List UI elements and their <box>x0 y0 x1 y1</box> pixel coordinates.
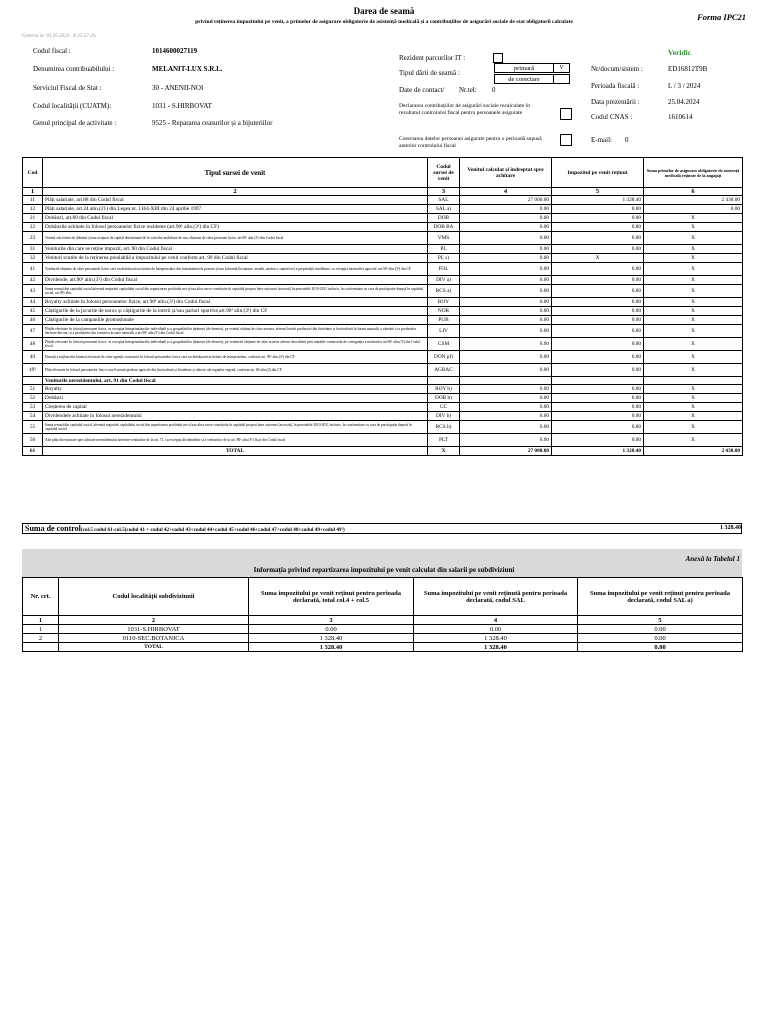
table-row <box>23 377 743 385</box>
row-type-cell: Plățile efectuate în folosul persoanei fizice, cu excepția întreprinzătorilor individuali și a gospodăriilor țărănești (de fermier), pe veniturile obținute de către aceasta aferent dezvoltării prin unitățile comerciale de consignație a mărfurilor art.90¹ alin.(3¹) din Codul fiscal <box>43 338 428 351</box>
sub-total-c5: 0.00 <box>578 643 743 652</box>
row-premium-cell: X <box>644 394 743 403</box>
table-row <box>23 634 743 643</box>
control-sum-formula: (col.5 codul 61-col.5(codul 41 + codul 42+codul 43+codul 44+codul 45+codul 46+codul 47+codul 48+codul 49+codul 49¹) <box>80 527 345 533</box>
total-source-cell: X <box>428 447 460 456</box>
row-premium-cell: X <box>644 307 743 316</box>
row-tax-cell <box>552 377 644 385</box>
generated-timestamp: Generat la: 01.05.2024 - 8:25:57 dis <box>22 34 97 39</box>
table-row <box>23 254 743 263</box>
col-header-type: Tipul sursei de venit <box>43 158 428 188</box>
row-income-cell: 0.00 <box>460 394 552 403</box>
email-label: E-mail: <box>591 136 612 144</box>
sub-col-number: 3 <box>249 616 414 625</box>
col-number: 3 <box>428 188 460 196</box>
row-code-cell: 23 <box>23 232 43 245</box>
table-row <box>23 364 743 377</box>
row-code-cell: 12 <box>23 205 43 214</box>
row-code-cell: 22 <box>23 223 43 232</box>
sub-nr-cell: 1 <box>23 625 59 634</box>
row-code-cell: 51 <box>23 385 43 394</box>
row-income-cell: 0.00 <box>460 214 552 223</box>
row-tax-cell: 0.00 <box>552 307 644 316</box>
income-sources-table <box>22 157 743 456</box>
row-income-cell: 0.00 <box>460 421 552 434</box>
row-income-cell: 27 000.00 <box>460 196 552 205</box>
document-title: Darea de seamă <box>353 6 415 16</box>
row-source-code-cell: PL s) <box>428 254 460 263</box>
table-row <box>23 625 743 634</box>
row-type-cell: Venituri scutite de la reținerea prealabilă a impozitului pe venit conform art. 90 din Codul fiscal <box>43 254 428 263</box>
sub-total-c3: 1 328.40 <box>249 643 414 652</box>
table-row <box>23 298 743 307</box>
table-row <box>23 385 743 394</box>
cnas-code-value: 1610614 <box>668 113 693 121</box>
row-source-code-cell: CC <box>428 403 460 412</box>
row-source-code-cell: LIV <box>428 325 460 338</box>
row-type-cell: Royalty <box>43 385 428 394</box>
row-tax-cell: 0.00 <box>552 364 644 377</box>
row-tax-cell: 0.00 <box>552 412 644 421</box>
row-type-cell: Alte plăți direcționate spre achitare nerezidentului aferente veniturilor de la art. 71, cu excepția dividendelor și a veniturilor de la art. 88¹ alin.(3¹) lit.a) din Codul fiscal <box>43 434 428 447</box>
control-sum-line <box>25 524 345 533</box>
row-type-cell: Dividendele achitate în folosul nerezidentului <box>43 412 428 421</box>
row-tax-cell: 0.00 <box>552 245 644 254</box>
sfs-value: 30 - ANENII-NOI <box>152 84 204 92</box>
row-income-cell: 0.00 <box>460 285 552 298</box>
row-income-cell: 0.00 <box>460 298 552 307</box>
row-type-cell: Plăți salariale, art.24 alin.(21) din Legea nr. 1164-XIII din 24 aprilie 1997 <box>43 205 428 214</box>
row-source-code-cell: CSM <box>428 338 460 351</box>
correction-text: Corectarea datelor persoanei asigurate pentru o perioadă supusă anterior controlului fiscal <box>399 136 542 149</box>
cuatm-value: 1031 - S.HIRBOVAT <box>152 102 212 110</box>
doc-number-label: Nr/docum/sistem : <box>591 65 643 73</box>
col-number: 5 <box>552 188 644 196</box>
correction-checkbox[interactable] <box>560 134 572 146</box>
row-code-cell: 54 <box>23 412 43 421</box>
table-row <box>23 245 743 254</box>
sub-sal-cell: 0.00 <box>414 625 578 634</box>
row-premium-cell <box>644 377 743 385</box>
col-header-income: Venitul calculat și îndreptat spre achitare <box>460 158 552 188</box>
sub-header-sal: Suma impozitului pe venit reținută pentru perioada declarată, codul SAL <box>414 578 578 616</box>
row-tax-cell: 0.00 <box>552 394 644 403</box>
sub-header-sal-a: Suma impozitului pe venit reținut pentru perioada declarată, codul SAL a) <box>578 578 743 616</box>
row-source-code-cell: DOB BA <box>428 223 460 232</box>
email-value: 0 <box>625 136 629 144</box>
control-sum-value: 1 328.40 <box>720 525 741 531</box>
row-tax-cell: 0.00 <box>552 276 644 285</box>
sub-code-cell: 0110-SEC.BOTANICA <box>59 634 249 643</box>
row-source-code-cell: RCS b) <box>428 421 460 434</box>
col-number: 4 <box>460 188 552 196</box>
total-code-cell: 61 <box>23 447 43 456</box>
row-code-cell: 41 <box>23 263 43 276</box>
row-code-cell: 32 <box>23 254 43 263</box>
row-type-cell: Veniturile obținute de către persoanele fizice care nu desfășoară activitate de întreprinzător din transmiterea în posesie și/sau folosință (locațiune, arendă, uzufruct, superficie) a proprietății imobiliare, cu excepția terenurilor agricole, art.90¹ alin.(3¹) din CF <box>43 263 428 276</box>
row-source-code-cell: ROY <box>428 298 460 307</box>
row-income-cell: 0.00 <box>460 434 552 447</box>
row-code-cell: 31 <box>23 245 43 254</box>
row-tax-cell: 0.00 <box>552 351 644 364</box>
sub-total-cell: 1 328.40 <box>249 634 414 643</box>
row-type-cell: Câștigurile de la campaniile promoționale <box>43 316 428 325</box>
row-tax-cell: 1 328.40 <box>552 196 644 205</box>
total-label-cell: TOTAL <box>43 447 428 456</box>
table-row <box>23 205 743 214</box>
total-tax-cell: 1 328.40 <box>552 447 644 456</box>
table-row <box>23 214 743 223</box>
submission-date-label: Data prezentării : <box>591 98 640 106</box>
row-code-cell: 49 <box>23 351 43 364</box>
row-code-cell: 47 <box>23 325 43 338</box>
row-premium-cell: X <box>644 245 743 254</box>
sub-col-number: 1 <box>23 616 59 625</box>
row-income-cell: 0.00 <box>460 254 552 263</box>
row-code-cell: 55 <box>23 421 43 434</box>
taxpayer-name-label: Denumirea contribuabilului : <box>33 65 115 73</box>
row-type-cell: Creșterea de capital <box>43 403 428 412</box>
table-row <box>23 412 743 421</box>
row-tax-cell: 0.00 <box>552 298 644 307</box>
row-type-cell: Dividende, art.90¹ alin.(3¹) din Codul fiscal <box>43 276 428 285</box>
row-premium-cell: X <box>644 434 743 447</box>
sub-header-total: Suma impozitului pe venit reținut pentru perioada declarată, total col.4 + col.5 <box>249 578 414 616</box>
row-tax-cell: 0.00 <box>552 403 644 412</box>
sub-total-cell: 0.00 <box>249 625 414 634</box>
row-tax-cell: 0.00 <box>552 214 644 223</box>
row-type-cell: Dobânzi <box>43 394 428 403</box>
table-row <box>23 276 743 285</box>
annex-label: Anexă la Tabelul 1 <box>685 555 740 563</box>
taxpayer-name-value: MELANIT-LUX S.R.L. <box>152 65 223 73</box>
row-code-cell: 45 <box>23 307 43 316</box>
row-tax-cell: 0.00 <box>552 285 644 298</box>
row-type-cell: Veniturile din care se reține impozit, art. 90 din Codul fiscal <box>43 245 428 254</box>
activity-value: 9525 - Repararea ceasurilor și a bijuteriilor <box>152 119 273 127</box>
sub-nr-cell: 2 <box>23 634 59 643</box>
type-primary-cell: primară <box>494 63 554 73</box>
fiscal-period-label: Perioada fiscală : <box>591 82 640 90</box>
row-premium-cell: X <box>644 298 743 307</box>
row-source-code-cell: FOL <box>428 263 460 276</box>
row-income-cell: 0.00 <box>460 412 552 421</box>
submission-date-value: 25.04.2024 <box>668 98 700 106</box>
total-income-cell: 27 000.00 <box>460 447 552 456</box>
row-source-code-cell: DIV b) <box>428 412 460 421</box>
resident-it-label: Rezident parcurilor IT : <box>399 54 466 62</box>
row-code-cell: 43 <box>23 285 43 298</box>
table-row <box>23 196 743 205</box>
row-income-cell: 0.00 <box>460 263 552 276</box>
row-source-code-cell: DOB <box>428 214 460 223</box>
contact-label: Date de contact/ <box>399 86 445 94</box>
cnas-code-label: Codul CNAS : <box>591 113 633 121</box>
col-header-tax: Impozitul pe venit reținut <box>552 158 644 188</box>
row-type-cell: Veniturile nerezidentului, art. 91 din Codul fiscal <box>43 377 428 385</box>
sub-sal-a-cell: 0.00 <box>578 634 743 643</box>
row-source-code-cell: SAL <box>428 196 460 205</box>
row-type-cell: Venitul sub formă de dobânzi și/sau avujurie de capital determinată de la valorilor mobiliare de stat, obținute de către persoane fizice, art.90¹ alin.(3¹) din Codul fiscal <box>43 232 428 245</box>
col-number: 1 <box>23 188 43 196</box>
report-type-label: Tipul dării de seamă : <box>399 69 460 77</box>
row-tax-cell: 0.00 <box>552 205 644 214</box>
row-type-cell: Dobânzi, art.89 din Codul fiscal <box>43 214 428 223</box>
col-number: 2 <box>43 188 428 196</box>
sfs-label: Serviciul Fiscal de Stat : <box>33 84 102 92</box>
row-income-cell: 0.00 <box>460 316 552 325</box>
row-code-cell: 42 <box>23 276 43 285</box>
table-row <box>23 394 743 403</box>
row-income-cell: 0.00 <box>460 223 552 232</box>
table-row <box>23 325 743 338</box>
row-premium-cell: X <box>644 254 743 263</box>
row-code-cell: 11 <box>23 196 43 205</box>
row-source-code-cell: DOB b) <box>428 394 460 403</box>
row-source-code-cell: DON pf) <box>428 351 460 364</box>
row-income-cell: 0.00 <box>460 205 552 214</box>
sub-code-cell: 1031-S.HIRBOVAT <box>59 625 249 634</box>
form-label: Forma IPC21 <box>697 12 746 22</box>
row-premium-cell: X <box>644 421 743 434</box>
row-source-code-cell: VMS <box>428 232 460 245</box>
table-row <box>23 421 743 434</box>
row-tax-cell: 0.00 <box>552 385 644 394</box>
row-income-cell: 0.00 <box>460 351 552 364</box>
row-premium-cell: X <box>644 232 743 245</box>
resident-it-checkbox[interactable] <box>493 53 503 63</box>
subdivision-table <box>22 577 743 652</box>
table-row <box>23 338 743 351</box>
row-income-cell: 0.00 <box>460 325 552 338</box>
sub-col-number: 4 <box>414 616 578 625</box>
row-tax-cell: 0.00 <box>552 325 644 338</box>
sub-col-number: 2 <box>59 616 249 625</box>
type-correction-cell: de corectare <box>494 74 554 84</box>
row-code-cell: 48 <box>23 338 43 351</box>
row-tax-cell: 0.00 <box>552 223 644 232</box>
row-premium-cell: X <box>644 338 743 351</box>
row-income-cell: 0.00 <box>460 385 552 394</box>
declaration-recalc-text: Declararea contribuțiilor de asigurări sociale recalculate în rezultatul controlului fiscal pentru persoanele asigurate <box>399 103 531 116</box>
annex-title: Informația privind repartizarea impozitului pe venit calculat din salarii pe subdiviziuni <box>253 566 515 574</box>
row-source-code-cell: DIV a) <box>428 276 460 285</box>
row-source-code-cell: NOR <box>428 307 460 316</box>
row-premium-cell: X <box>644 364 743 377</box>
row-tax-cell: 0.00 <box>552 232 644 245</box>
row-source-code-cell: SAL a) <box>428 205 460 214</box>
row-type-cell: Dobânzile achitate în folosul persoanelor fizice rezidente (art.90¹ alin.(3¹) din CF) <box>43 223 428 232</box>
table-row <box>23 403 743 412</box>
row-income-cell: 0.00 <box>460 232 552 245</box>
row-code-cell: 49¹ <box>23 364 43 377</box>
row-type-cell: Plăți salariale, art.88 din Codul fiscal <box>43 196 428 205</box>
table-row <box>23 232 743 245</box>
row-premium-cell: X <box>644 351 743 364</box>
phone-label: Nr.tel: <box>459 86 477 94</box>
row-type-cell: Plăți efectuate în folosul persoanelor fizice care livrează produse agricole din horticultură și fitotehnie și obiecte ale regnului vegetal, conform art. 69 alin.(2) din CF <box>43 364 428 377</box>
doc-number-value: ED16812T9B <box>668 65 708 73</box>
row-tax-cell: 0.00 <box>552 421 644 434</box>
row-premium-cell: 0.00 <box>644 205 743 214</box>
row-income-cell: 0.00 <box>460 364 552 377</box>
row-source-code-cell <box>428 377 460 385</box>
phone-value: 0 <box>492 86 496 94</box>
row-premium-cell: X <box>644 403 743 412</box>
table-row <box>23 434 743 447</box>
row-premium-cell: X <box>644 325 743 338</box>
row-income-cell: 0.00 <box>460 307 552 316</box>
row-code-cell: 21 <box>23 214 43 223</box>
col-header-source-code: Codul sursei de venit <box>428 158 460 188</box>
row-premium-cell: X <box>644 385 743 394</box>
row-type-cell: Suma retrasă din capitalul social,aferentă majorării capitalului social din repartizarea profitului net și/sau altor surse constituite în capitalul propriu între acționari (asociați) în perioadele 2010-2011 inclusiv, în conformitate cu cota de participație depusă în capitalul social, art.90¹ alin. <box>43 285 428 298</box>
declaration-recalc-checkbox[interactable] <box>560 108 572 120</box>
type-correction-mark[interactable] <box>554 74 570 84</box>
row-source-code-cell: PL <box>428 245 460 254</box>
row-premium-cell: X <box>644 223 743 232</box>
row-tax-cell: 0.00 <box>552 338 644 351</box>
col-number: 6 <box>644 188 743 196</box>
row-tax-cell: 0.00 <box>552 434 644 447</box>
row-tax-cell: X <box>552 254 644 263</box>
table-row <box>23 263 743 276</box>
table-row <box>23 351 743 364</box>
sub-col-number: 5 <box>578 616 743 625</box>
sub-header-nr: Nr. crt. <box>23 578 59 616</box>
main-total-row <box>23 447 743 456</box>
row-income-cell: 0.00 <box>460 403 552 412</box>
row-code-cell: 46 <box>23 316 43 325</box>
row-type-cell: Câștigurile de la jocurile de noroc și câștigurile de la loterii și/sau pariuri sportive,art.90¹ alin.(3¹) din CF <box>43 307 428 316</box>
table-row <box>23 223 743 232</box>
activity-label: Genul principal de activitate : <box>33 119 117 127</box>
row-code-cell: 56 <box>23 434 43 447</box>
row-code-cell <box>23 377 43 385</box>
col-header-cod: Cod <box>23 158 43 188</box>
row-type-cell: Donații a mijloacelor bănești efectuate de către agenții economici în folosul persoanelor fizice care nu desfășoară activitate de întreprinzător, conform art. 90¹ alin.(3¹) din CF <box>43 351 428 364</box>
row-premium-cell: X <box>644 263 743 276</box>
row-source-code-cell: RCS a) <box>428 285 460 298</box>
row-tax-cell: 0.00 <box>552 316 644 325</box>
sub-total-c4: 1 328.40 <box>414 643 578 652</box>
row-source-code-cell: PLT <box>428 434 460 447</box>
fiscal-code-value: 1014600027119 <box>152 47 198 55</box>
status-badge: Veridic <box>668 48 692 57</box>
row-type-cell: Suma retrasă din capitalul social, aferentă majorării capitalului social din repartizarea profitului net și/sau altor surse constituite în capitalul propriu între acționari (asociați), în perioadele 2010-2011 inclusiv, în conformitate cu cota de participație depusă în capitalul social <box>43 421 428 434</box>
row-type-cell: Plățile efectuate în folosul persoanei fizice, cu excepția întreprinzătorilor individuali și a gospodăriilor țărănești (de fermier), pe venitul obținut de către aceasta, aferent livrării producției din fitotehnie și horticultură în formă naturală, a vânzării și a produselor derivate din unt, și a produselor din creșterea în stare naturală, a art.90¹ alin.(3¹) din Codul fiscal <box>43 325 428 338</box>
row-premium-cell: X <box>644 214 743 223</box>
fiscal-period-value: L / 3 / 2024 <box>668 82 701 90</box>
col-header-premium: Suma primelor de asigurare obligatorie de asistență medicală reținute de la angajați <box>644 158 743 188</box>
sub-sal-a-cell: 0.00 <box>578 625 743 634</box>
total-premium-cell: 2 430.00 <box>644 447 743 456</box>
row-income-cell: 0.00 <box>460 245 552 254</box>
row-income-cell: 0.00 <box>460 338 552 351</box>
type-primary-mark[interactable]: V <box>554 63 570 73</box>
row-tax-cell: 0.00 <box>552 263 644 276</box>
row-code-cell: 44 <box>23 298 43 307</box>
sub-total-row <box>23 643 743 652</box>
row-income-cell <box>460 377 552 385</box>
sub-header-code: Codul localității subdiviziunii <box>59 578 249 616</box>
row-income-cell: 0.00 <box>460 276 552 285</box>
row-premium-cell: 2 430.00 <box>644 196 743 205</box>
table-row <box>23 316 743 325</box>
row-source-code-cell: ROY b) <box>428 385 460 394</box>
row-premium-cell: X <box>644 285 743 298</box>
fiscal-code-label: Codul fiscal : <box>33 47 71 55</box>
row-code-cell: 52 <box>23 394 43 403</box>
document-subtitle: privind reținerea impozitului pe venit, a primelor de asigurare obligatorie de asistență medicală și a contribuțiilor de asigurări sociale de stat obligatorii calculate <box>195 19 573 25</box>
row-premium-cell: X <box>644 316 743 325</box>
row-premium-cell: X <box>644 276 743 285</box>
row-code-cell: 53 <box>23 403 43 412</box>
sub-total-label: TOTAL <box>59 643 249 652</box>
cuatm-label: Codul localității (CUATM): <box>33 102 112 110</box>
row-source-code-cell: PUB <box>428 316 460 325</box>
row-source-code-cell: AGRAC <box>428 364 460 377</box>
row-premium-cell: X <box>644 412 743 421</box>
control-sum-label: Suma de control <box>25 524 81 533</box>
sub-sal-cell: 1 328.40 <box>414 634 578 643</box>
table-row <box>23 307 743 316</box>
table-row <box>23 285 743 298</box>
row-type-cell: Royalty achitate în folosul persoanelor fizice, art.90¹ alin.(3¹) din Codul fiscal <box>43 298 428 307</box>
